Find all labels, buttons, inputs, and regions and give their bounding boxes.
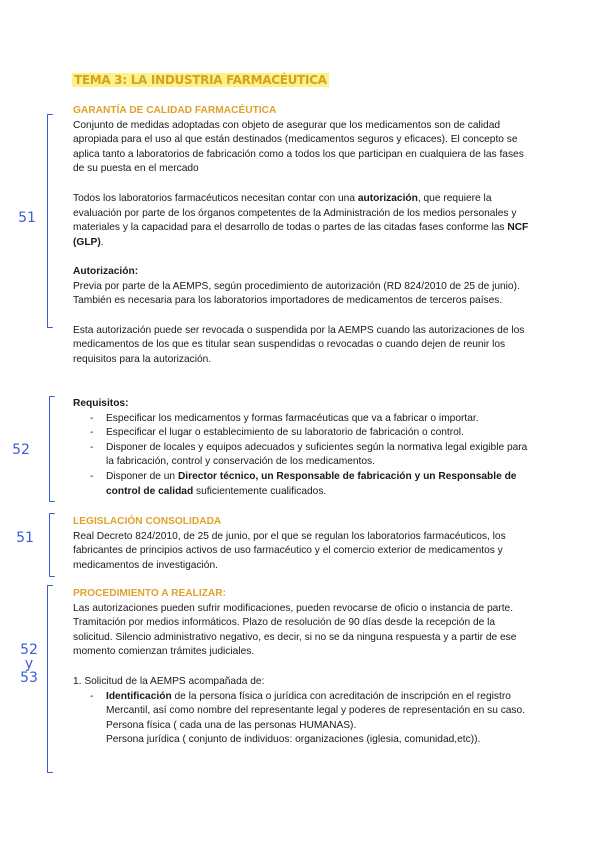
paragraph: Las autorizaciones pueden sufrir modificaciones, pueden revocarse de oficio o instancia de parte. Tramitación por medios informáticos. Plazo de resolución de 90 días desde la recepción de la solicitud. Silencio administrativo negativo, es decir, si no se da ninguna respuesta y a partir de ese momento comienzan trámites judiciales.: [73, 602, 517, 658]
bold-term: Director técnico, un Responsable de fabricación y un Responsable de control de calidad: [106, 470, 517, 497]
section-procedimiento: [73, 587, 533, 748]
margin-bracket-2: [49, 396, 55, 502]
section-autorizacion: [73, 265, 533, 368]
section-heading: PROCEDIMIENTO A REALIZAR:: [73, 588, 227, 599]
list-item: [73, 690, 533, 719]
list-item: - Especificar el lugar o establecimiento de su laboratorio de fabricación o control.: [73, 426, 533, 441]
text-run: Todos los laboratorios farmacéuticos necesitan contar con una: [73, 192, 358, 204]
paragraph: Conjunto de medidas adoptadas con objeto de asegurar que los medicamentos son de calidad apropiada para el uso al que están destinados (medicamentos seguros y eficaces). El concepto se aplica tanto a laboratorios de fabricación como a todos los que participan en cualquiera de las fases de su puesta en el mercado: [73, 119, 524, 175]
margin-note-line-1: 52: [20, 642, 38, 658]
paragraph: [73, 192, 533, 250]
margin-note-line-3: 53: [20, 670, 38, 686]
text-run: .: [100, 236, 104, 248]
list-item: - Especificar los medicamentos y formas farmacéuticas que va a fabricar o importar.: [73, 412, 533, 427]
margin-note-line-2: y: [24, 656, 34, 672]
page-title: TEMA 3: LA INDUSTRIA FARMACÉUTICA: [74, 73, 327, 87]
sub-paragraph: Persona física ( cada una de las personas HUMANAS).: [106, 719, 357, 731]
paragraph: Real Decreto 824/2010, de 25 de junio, por el que se regulan los laboratorios farmacéuticos, los fabricantes de principios activos de uso farmacéutico y el comercio exterior de medicamentos y medicamentos de investigación.: [73, 530, 506, 571]
bold-term: autorización: [357, 192, 418, 204]
paragraph: Previa por parte de la AEMPS, según procedimiento de autorización (RD 824/2010 de 25 de junio). También es necesaria para los laboratorios importadores de medicamentos de terceros países.: [73, 280, 520, 307]
section-garantia: [73, 104, 533, 250]
paragraph: Esta autorización puede ser revocada o suspendida por la AEMPS cuando las autorizaciones de los medicamentos de los que es titular sean suspendidas o revocadas o cuando dejen de reunir los requisitos para la autorización.: [73, 324, 525, 365]
section-heading: Autorización:: [73, 266, 139, 277]
section-heading: Requisitos:: [73, 398, 129, 409]
step-text: 1. Solicitud de la AEMPS acompañada de:: [73, 675, 265, 687]
list-item: - Disponer de locales y equipos adecuados y suficientes según la normativa legal exigible para la fabricación, control y conservación de los medicamentos.: [73, 441, 533, 470]
section-legislacion: [73, 515, 533, 573]
text-run: suficientemente cualificados.: [193, 485, 327, 497]
section-requisitos: [73, 397, 533, 499]
sub-paragraph: Persona jurídica ( conjunto de individuos: organizaciones (iglesia, comunidad,etc)).: [106, 734, 481, 746]
margin-note-52-y-53: [14, 642, 44, 686]
bold-term: Identificación: [106, 690, 172, 702]
procedure-list: [73, 690, 533, 719]
bold-term: NCF (GLP): [73, 222, 529, 248]
margin-bracket-4: [47, 585, 53, 773]
list-item: [73, 470, 533, 499]
text-run: Disponer de un: [106, 470, 178, 482]
margin-note-52: 52: [12, 442, 30, 458]
margin-bracket-3: [49, 513, 55, 577]
section-heading: GARANTÍA DE CALIDAD FARMACÉUTICA: [73, 105, 277, 116]
requirements-list: [73, 412, 533, 500]
margin-note-51-b: 51: [16, 530, 34, 546]
margin-note-51: 51: [18, 210, 36, 226]
section-heading: LEGISLACIÓN CONSOLIDADA: [73, 516, 222, 527]
margin-bracket-1: [47, 114, 53, 328]
text-run: , que requiere la evaluación por parte de los órganos competentes de la Administración de los medios personales y materiales y la capacidad para el desarrollo de todas o partes de las citadas fases conforme las: [73, 192, 517, 234]
text-run: de la persona física o jurídica con acreditación de inscripción en el registro Mercantil, así como nombre del representante legal y poderes de representación en su caso.: [106, 690, 526, 717]
